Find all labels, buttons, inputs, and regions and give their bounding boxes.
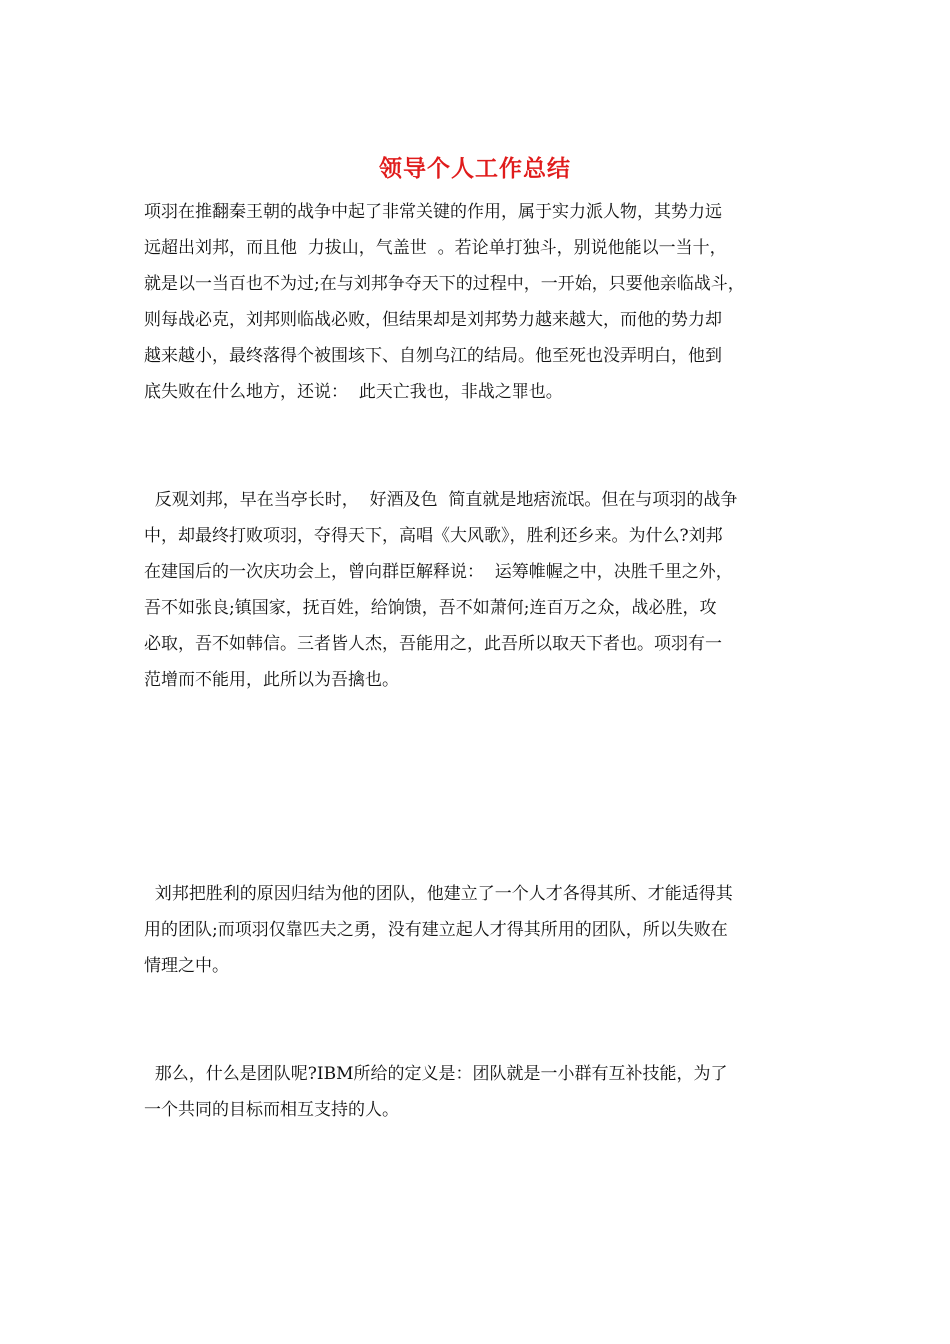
paragraph-3 xyxy=(144,876,824,984)
paragraph-4 xyxy=(144,1056,824,1128)
paragraph-line: 那么，什么是团队呢?IBM所给的定义是：团队就是一小群有互补技能，为了 xyxy=(144,1064,728,1084)
paragraph-line: 情理之中。 xyxy=(144,956,229,976)
paragraph-line: 就是以一当百也不为过;在与刘邦争夺天下的过程中，一开始，只要他亲临战斗， xyxy=(144,274,745,294)
paragraph-line: 远超出刘邦，而且他 力拔山，气盖世 。若论单打独斗，别说他能以一当十， xyxy=(144,238,727,258)
paragraph-2 xyxy=(144,482,824,698)
paragraph-line: 中，却最终打败项羽，夺得天下，高唱《大风歌》，胜利还乡来。为什么?刘邦 xyxy=(144,526,723,546)
paragraph-line: 刘邦把胜利的原因归结为他的团队，他建立了一个人才各得其所、才能适得其 xyxy=(144,884,733,904)
paragraph-line: 吾不如张良;镇国家，抚百姓，给饷馈，吾不如萧何;连百万之众，战必胜，攻 xyxy=(144,598,717,618)
paragraph-line: 一个共同的目标而相互支持的人。 xyxy=(144,1100,399,1120)
paragraph-line: 必取，吾不如韩信。三者皆人杰，吾能用之，此吾所以取天下者也。项羽有一 xyxy=(144,634,722,654)
paragraph-line: 越来越小，最终落得个被围垓下、自刎乌江的结局。他至死也没弄明白，他到 xyxy=(144,346,722,366)
paragraph-1 xyxy=(144,194,824,410)
paragraph-line: 在建国后的一次庆功会上，曾向群臣解释说： 运筹帷幄之中，决胜千里之外， xyxy=(144,562,733,582)
paragraph-line: 项羽在推翻秦王朝的战争中起了非常关键的作用，属于实力派人物，其势力远 xyxy=(144,202,722,222)
paragraph-line: 底失败在什么地方，还说： 此天亡我也，非战之罪也。 xyxy=(144,382,563,402)
paragraph-line: 范增而不能用，此所以为吾擒也。 xyxy=(144,670,399,690)
document-title: 领导个人工作总结 xyxy=(379,155,571,182)
paragraph-line: 则每战必克，刘邦则临战必败，但结果却是刘邦势力越来越大，而他的势力却 xyxy=(144,310,722,330)
paragraph-line: 用的团队;而项羽仅靠匹夫之勇，没有建立起人才得其所用的团队，所以失败在 xyxy=(144,920,728,940)
paragraph-line: 反观刘邦，早在当亭长时， 好酒及色 简直就是地痞流氓。但在与项羽的战争 xyxy=(144,490,738,510)
